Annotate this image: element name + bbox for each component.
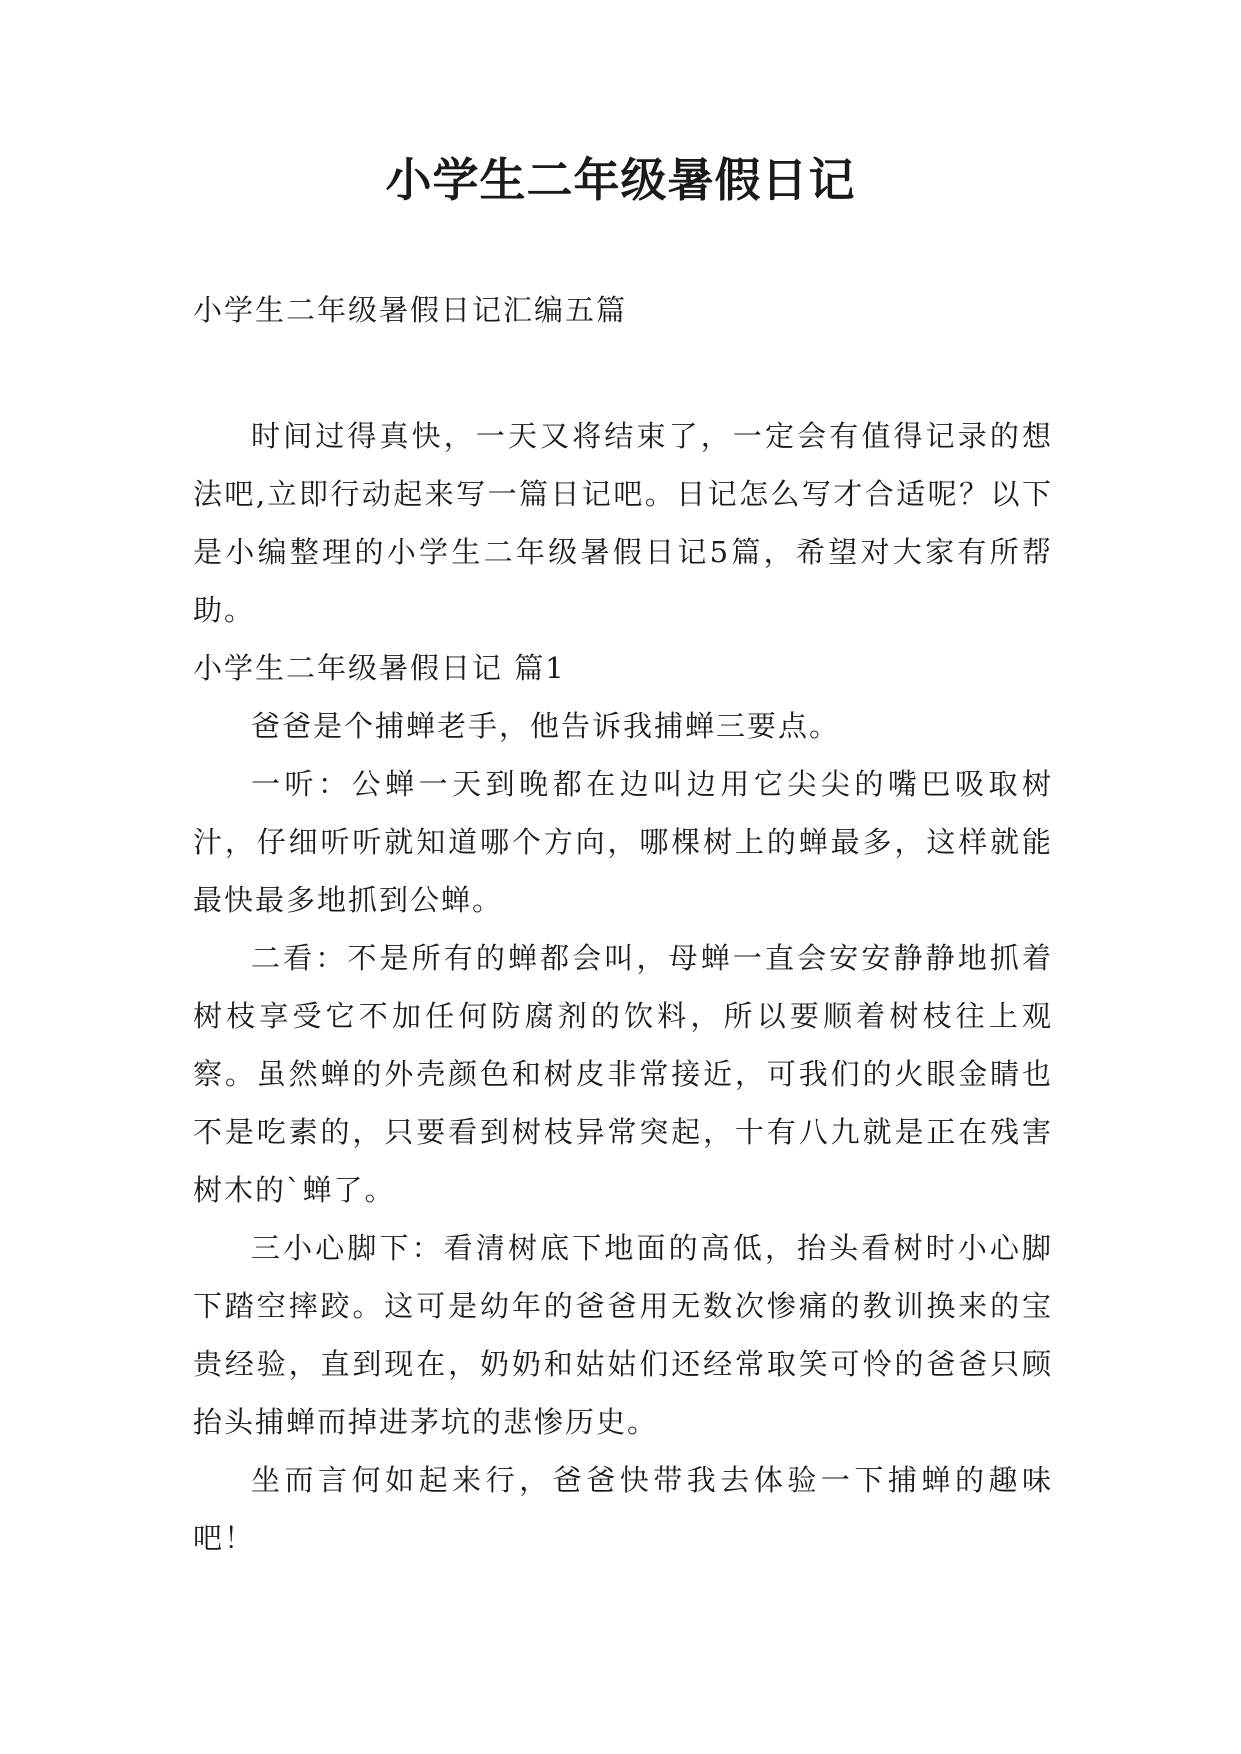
body-paragraph: 爸爸是个捕蝉老手，他告诉我捕蝉三要点。 xyxy=(251,709,841,743)
intro-paragraph: 时间过得真快，一天又将结束了，一定会有值得记录的想法吧,立即行动起来写一篇日记吧。日记怎么写才合适呢？以下是小编整理的小学生二年级暑假日记5篇，希望对大家有所帮助。 xyxy=(193,419,1053,627)
document-body xyxy=(193,407,1053,1567)
body-paragraph: 坐而言何如起来行，爸爸快带我去体验一下捕蝉的趣味吧！ xyxy=(193,1463,1053,1555)
section-heading: 小学生二年级暑假日记 篇1 xyxy=(193,651,566,685)
document-subtitle: 小学生二年级暑假日记汇编五篇 xyxy=(193,293,628,327)
body-paragraph: 三小心脚下：看清树底下地面的高低，抬头看树时小心脚下踏空摔跤。这可是幼年的爸爸用无数次惨痛的教训换来的宝贵经验，直到现在，奶奶和姑姑们还经常取笑可怜的爸爸只顾抬头捕蝉而掉进茅坑的悲惨历史。 xyxy=(193,1231,1053,1439)
document-title: 小学生二年级暑假日记 xyxy=(385,153,856,207)
body-paragraph: 一听：公蝉一天到晚都在边叫边用它尖尖的嘴巴吸取树汁，仔细听听就知道哪个方向，哪棵树上的蝉最多，这样就能最快最多地抓到公蝉。 xyxy=(193,767,1053,917)
body-paragraph: 二看：不是所有的蝉都会叫，母蝉一直会安安静静地抓着树枝享受它不加任何防腐剂的饮料，所以要顺着树枝往上观察。虽然蝉的外壳颜色和树皮非常接近，可我们的火眼金睛也不是吃素的，只要看到树枝异常突起，十有八九就是正在残害树木的`蝉了。 xyxy=(193,941,1053,1207)
